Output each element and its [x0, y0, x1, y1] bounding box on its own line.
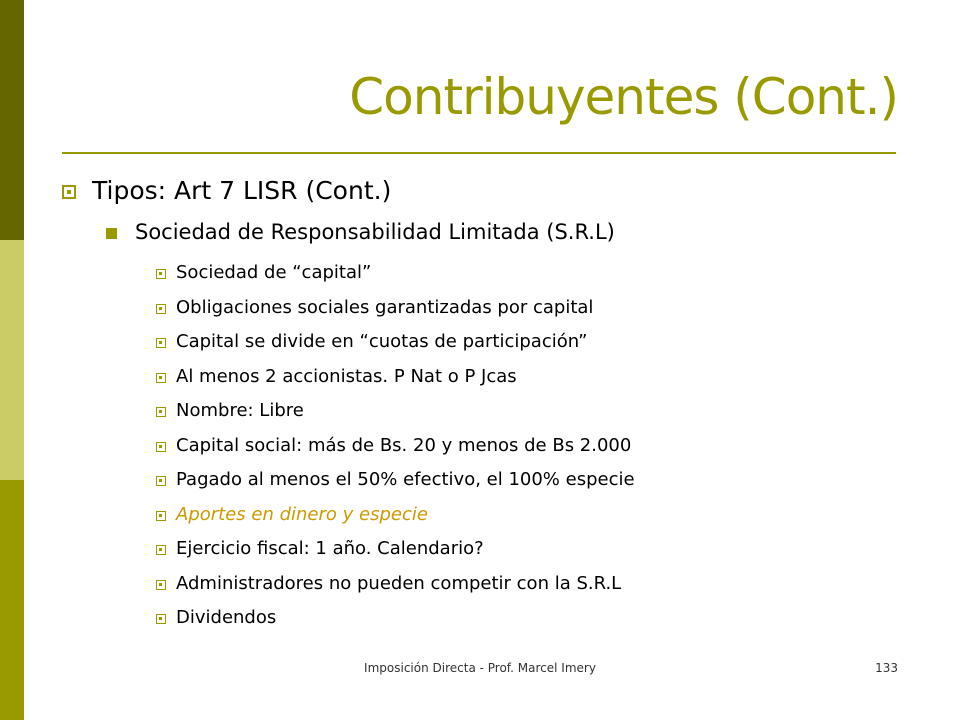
list-item: Capital social: más de Bs. 20 y menos de Bs 2.000: [156, 429, 635, 464]
square-bullet-icon: [156, 269, 166, 279]
list-item: Sociedad de “capital”: [156, 256, 635, 291]
square-bullet-icon: [156, 580, 166, 590]
square-bullet-icon: [156, 304, 166, 314]
list-item: Pagado al menos el 50% efectivo, el 100% especie: [156, 463, 635, 498]
bullet-level2-text: Sociedad de Responsabilidad Limitada (S.R.L): [135, 220, 615, 244]
filled-square-bullet-icon: [106, 228, 117, 239]
list-item: Obligaciones sociales garantizadas por capital: [156, 291, 635, 326]
square-bullet-icon: [156, 407, 166, 417]
sidebar-band-middle: [0, 240, 24, 480]
list-item: Capital se divide en “cuotas de participación”: [156, 325, 635, 360]
list-item: Ejercicio fiscal: 1 año. Calendario?: [156, 532, 635, 567]
bullet-list-level3: [156, 256, 635, 636]
square-bullet-icon: [156, 373, 166, 383]
bullet-level2: [106, 220, 615, 244]
square-bullet-icon: [156, 338, 166, 348]
square-bullet-icon: [156, 442, 166, 452]
bullet-level1: [62, 176, 391, 205]
page-number: 133: [875, 661, 898, 675]
footer-text: Imposición Directa - Prof. Marcel Imery: [364, 661, 596, 675]
sidebar-band-bottom: [0, 480, 24, 720]
square-bullet-icon: [156, 476, 166, 486]
square-bullet-icon: [156, 614, 166, 624]
sidebar-band-top: [0, 0, 24, 240]
title-underline: [62, 152, 896, 154]
list-item: Nombre: Libre: [156, 394, 635, 429]
square-bullet-icon: [156, 511, 166, 521]
bullet-level1-text: Tipos: Art 7 LISR (Cont.): [92, 176, 392, 205]
list-item: Dividendos: [156, 601, 635, 636]
list-item: Administradores no pueden competir con la S.R.L: [156, 567, 635, 602]
list-item: Al menos 2 accionistas. P Nat o P Jcas: [156, 360, 635, 395]
square-bullet-icon: [156, 545, 166, 555]
list-item-highlighted: Aportes en dinero y especie: [156, 498, 635, 533]
slide-title: Contribuyentes (Cont.): [349, 68, 898, 126]
square-bullet-icon: [62, 185, 76, 199]
